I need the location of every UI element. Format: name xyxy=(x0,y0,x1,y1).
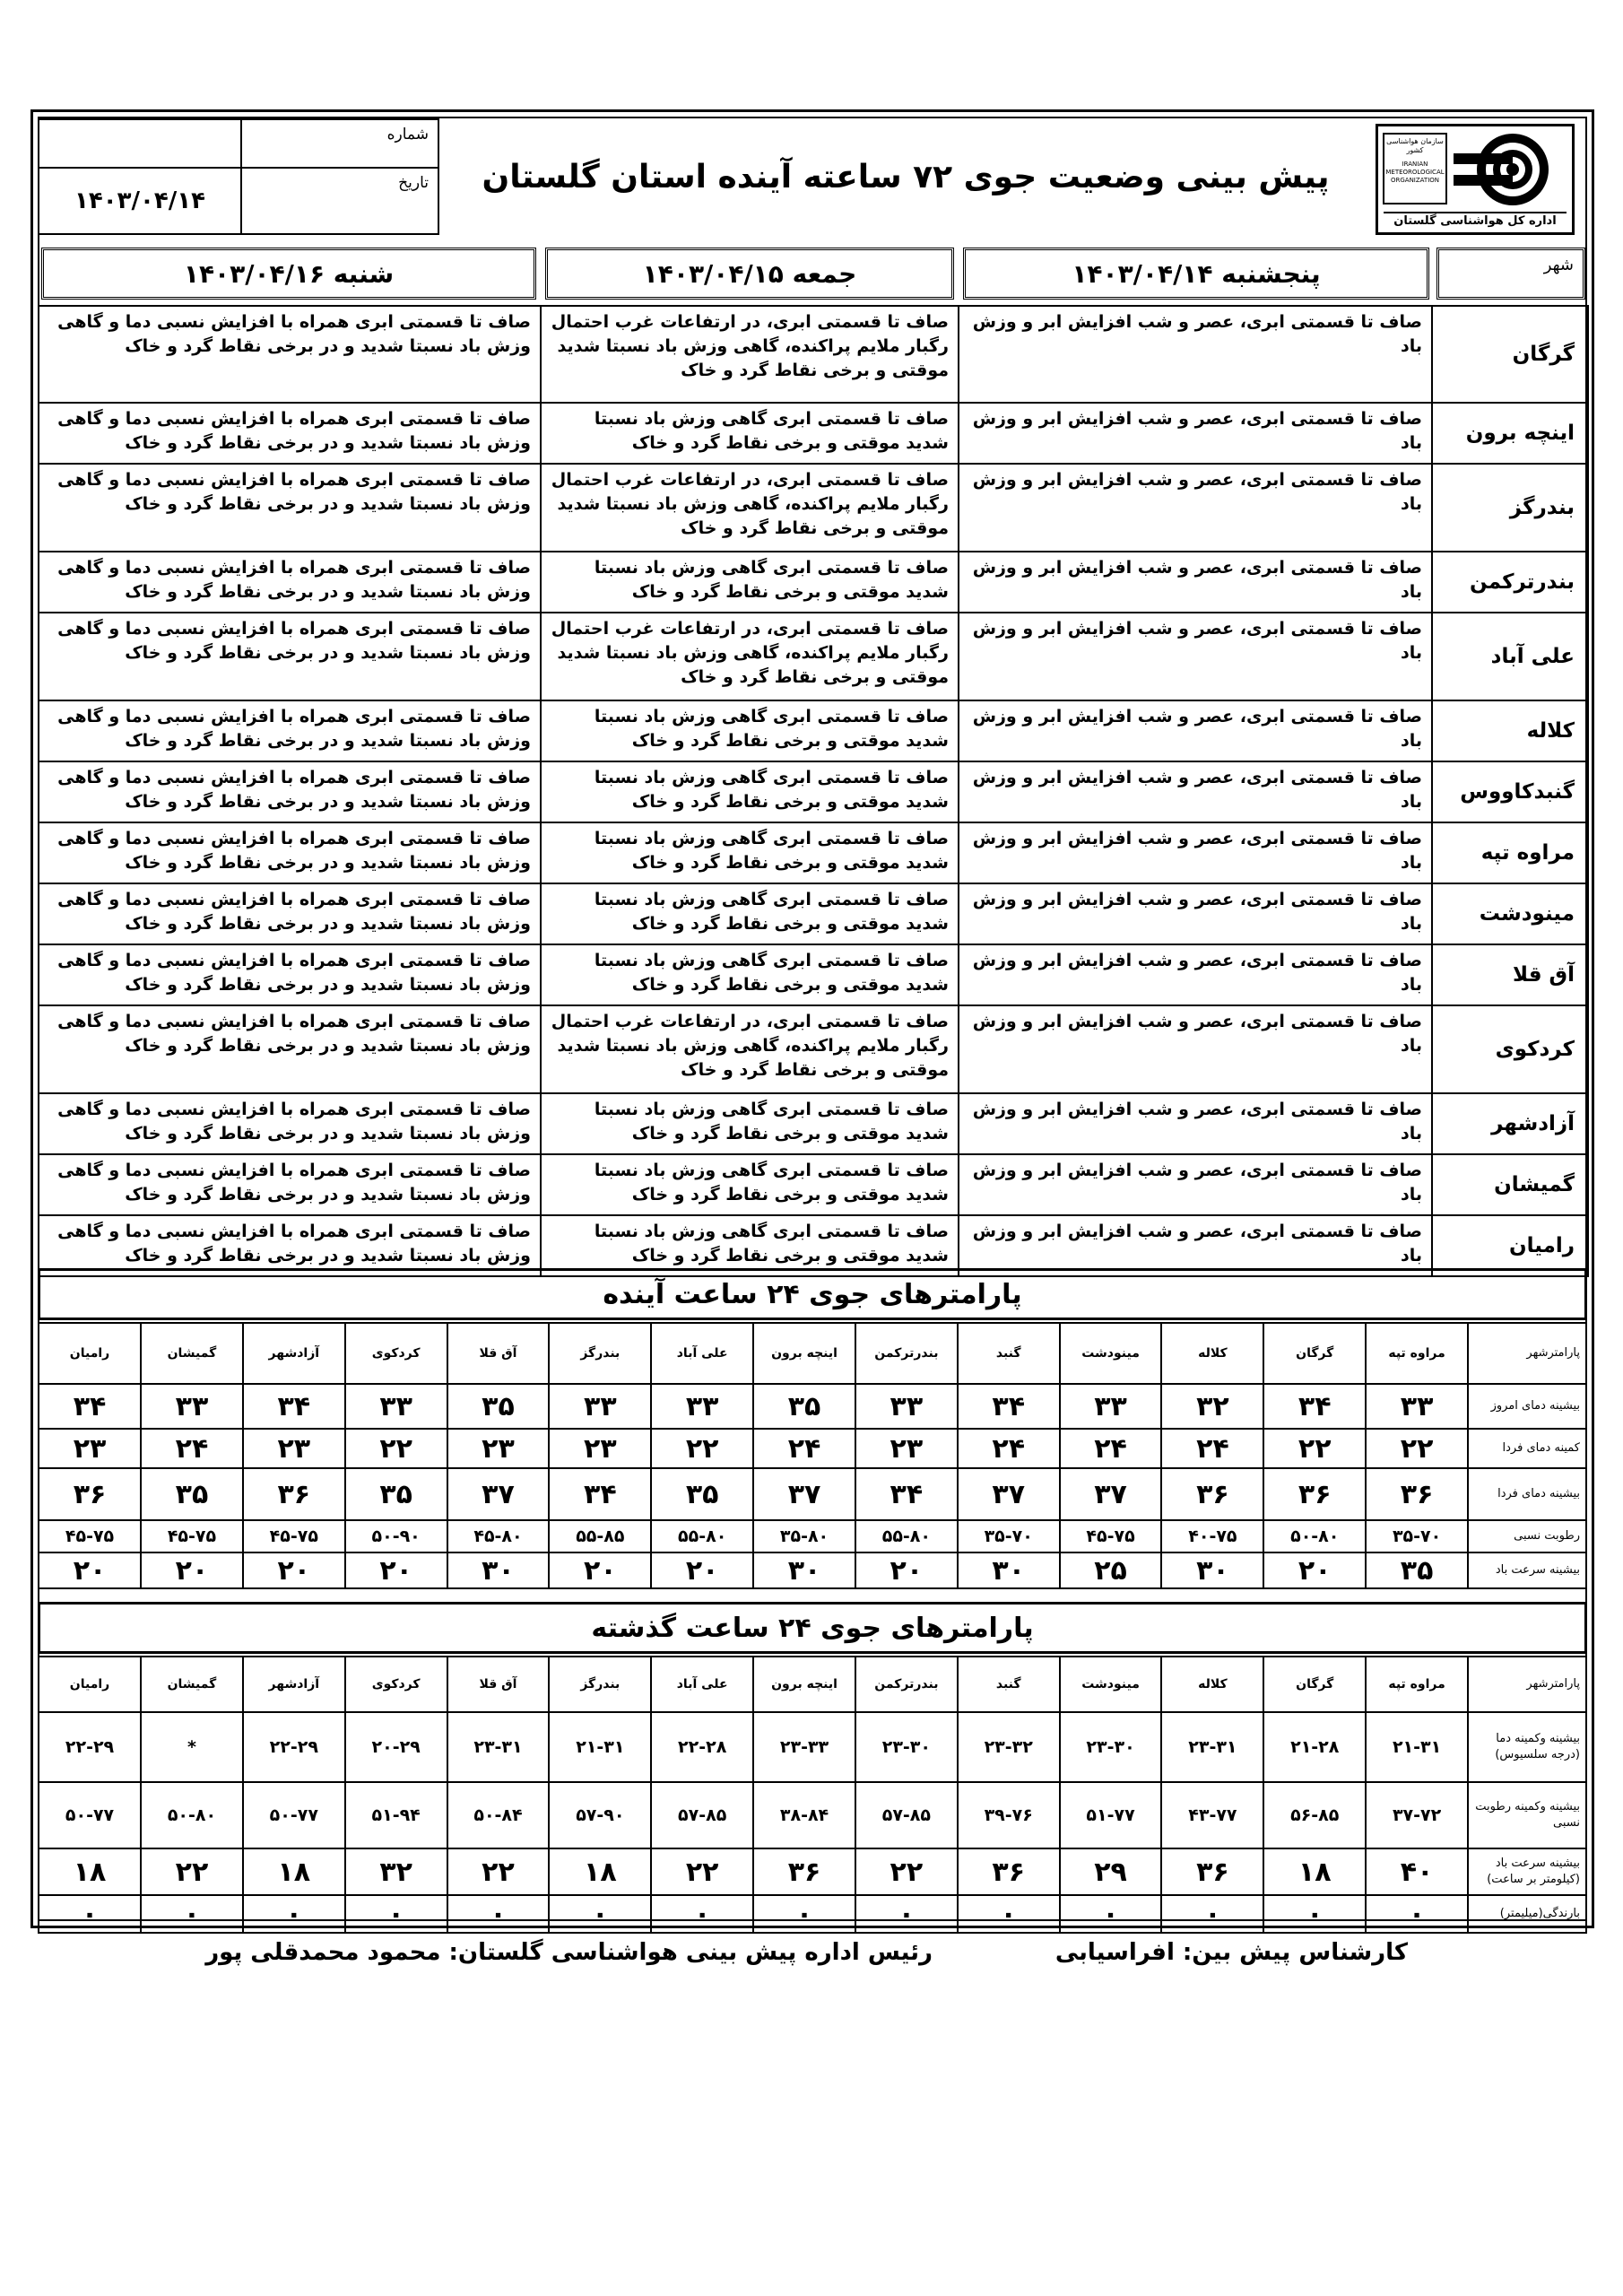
forecast-day3: صاف تا قسمتی ابری همراه با افزایش نسبی دما و گاهی وزش باد نسبتا شدید و در برخی نقاط گرد و خاک xyxy=(39,700,541,761)
forecast-row xyxy=(39,822,1588,883)
param-city-header: کردکوی xyxy=(345,1323,447,1384)
param-value: ۲۳-۳۳ xyxy=(753,1712,855,1782)
param-value: ۲۲ xyxy=(141,1848,243,1895)
forecast-table xyxy=(38,305,1589,1277)
logo-org-name: سازمان هواشناسی کشور xyxy=(1386,137,1444,154)
param-row xyxy=(39,1782,1586,1848)
date-value-box xyxy=(38,167,242,235)
date-label: تاریخ xyxy=(398,174,429,192)
meteorological-logo xyxy=(1376,124,1575,235)
param-value: ۳۳ xyxy=(651,1384,753,1429)
param-value: ۵۰-۷۷ xyxy=(243,1782,345,1848)
param-value: ۲۰-۲۹ xyxy=(345,1712,447,1782)
page-title: پیش بینی وضعیت جوی ۷۲ ساعته آینده استان گلستان xyxy=(482,158,1330,196)
forecast-day3: صاف تا قسمتی ابری همراه با افزایش نسبی دما و گاهی وزش باد نسبتا شدید و در برخی نقاط گرد و خاک xyxy=(39,1093,541,1154)
param-value: ۱۸ xyxy=(39,1848,141,1895)
city-name: اینچه برون xyxy=(1432,403,1588,464)
forecast-day2: صاف تا قسمتی ابری، در ارتفاعات غرب احتمال رگبار ملایم پراکنده، گاهی وزش باد نسبتا شدید موقتی و برخی نقاط گرد و خاک xyxy=(541,1005,959,1093)
param-value: ۲۴ xyxy=(753,1429,855,1468)
param-city-header: گمیشان xyxy=(141,1323,243,1384)
param-row xyxy=(39,1895,1586,1933)
param-row xyxy=(39,1848,1586,1895)
param-value: ۰ xyxy=(345,1895,447,1933)
param-city-header: بندرترکمن xyxy=(855,1323,958,1384)
city-name: گمیشان xyxy=(1432,1154,1588,1215)
param-value: ۳۳ xyxy=(1060,1384,1162,1429)
param-value: ۳۴ xyxy=(1263,1384,1366,1429)
past24-title: پارامترهای جوی ۲۴ ساعت گذشته xyxy=(38,1602,1587,1654)
past24-table xyxy=(38,1656,1587,1934)
param-corner-label: پارامترشهر xyxy=(1468,1323,1586,1384)
param-value: ۲۳-۳۱ xyxy=(1161,1712,1263,1782)
param-city-header: گرگان xyxy=(1263,1323,1366,1384)
param-row xyxy=(39,1429,1586,1468)
param-value: ۳۰ xyxy=(753,1552,855,1588)
param-value: ۳۵ xyxy=(447,1384,550,1429)
param-city-header: کلاله xyxy=(1161,1657,1263,1712)
forecast-row xyxy=(39,613,1588,700)
param-value: ۳۶ xyxy=(39,1468,141,1520)
param-value: ۲۴ xyxy=(1060,1429,1162,1468)
param-value: ۵۰-۹۰ xyxy=(345,1520,447,1552)
param-value: ۳۴ xyxy=(958,1384,1060,1429)
param-value: ۴۵-۷۵ xyxy=(1060,1520,1162,1552)
param-value: ۲۰ xyxy=(243,1552,345,1588)
param-value: ۲۲ xyxy=(345,1429,447,1468)
param-value: ۳۶ xyxy=(1263,1468,1366,1520)
param-value: ۵۰-۸۰ xyxy=(1263,1520,1366,1552)
param-value: ۲۲-۲۹ xyxy=(243,1712,345,1782)
param-row-label: بیشینه وکمینه رطوبت نسبی xyxy=(1468,1782,1586,1848)
day3-header: شنبه ۱۴۰۳/۰۴/۱۶ xyxy=(41,248,536,300)
param-value: ۳۶ xyxy=(1366,1468,1468,1520)
forecast-day1: صاف تا قسمتی ابری، عصر و شب افزایش ابر و وزش باد xyxy=(959,1215,1432,1276)
forecast-day3: صاف تا قسمتی ابری همراه با افزایش نسبی دما و گاهی وزش باد نسبتا شدید و در برخی نقاط گرد و خاک xyxy=(39,613,541,700)
param-value: ۳۳ xyxy=(855,1384,958,1429)
param-value: ۳۶ xyxy=(243,1468,345,1520)
param-value: ۰ xyxy=(549,1895,651,1933)
forecast-row xyxy=(39,403,1588,464)
forecast-day3: صاف تا قسمتی ابری همراه با افزایش نسبی دما و گاهی وزش باد نسبتا شدید و در برخی نقاط گرد و خاک xyxy=(39,403,541,464)
param-value: ۲۱-۳۱ xyxy=(549,1712,651,1782)
param-value: ۲۰ xyxy=(855,1552,958,1588)
city-name: گرگان xyxy=(1432,306,1588,403)
param-value: ۳۹-۷۶ xyxy=(958,1782,1060,1848)
param-value: ۴۵-۷۵ xyxy=(141,1520,243,1552)
forecast-day2: صاف تا قسمتی ابری، در ارتفاعات غرب احتمال رگبار ملایم پراکنده، گاهی وزش باد نسبتا شدید موقتی و برخی نقاط گرد و خاک xyxy=(541,613,959,700)
forecast-row xyxy=(39,1154,1588,1215)
param-value: ۳۰ xyxy=(958,1552,1060,1588)
param-value: ۰ xyxy=(855,1895,958,1933)
param-value: ۰ xyxy=(1263,1895,1366,1933)
forecast-row xyxy=(39,464,1588,552)
param-value: ۲۰ xyxy=(1263,1552,1366,1588)
param-value: ۵۶-۸۵ xyxy=(1263,1782,1366,1848)
param-city-header: کلاله xyxy=(1161,1323,1263,1384)
param-city-header: کردکوی xyxy=(345,1657,447,1712)
param-value: ۲۲ xyxy=(855,1848,958,1895)
param-city-header: گنبد xyxy=(958,1323,1060,1384)
param-city-header: علی آباد xyxy=(651,1657,753,1712)
param-value: ۳۵-۷۰ xyxy=(1366,1520,1468,1552)
param-value: ۲۰ xyxy=(549,1552,651,1588)
param-city-header: اینچه برون xyxy=(753,1657,855,1712)
param-value: ۳۴ xyxy=(549,1468,651,1520)
param-value: ۰ xyxy=(1161,1895,1263,1933)
param-value: ۳۷ xyxy=(1060,1468,1162,1520)
param-value: ۳۲ xyxy=(345,1848,447,1895)
param-value: ۵۱-۷۷ xyxy=(1060,1782,1162,1848)
forecast-day3: صاف تا قسمتی ابری همراه با افزایش نسبی دما و گاهی وزش باد نسبتا شدید و در برخی نقاط گرد و خاک xyxy=(39,761,541,822)
param-value: ۰ xyxy=(753,1895,855,1933)
param-value: ۵۰-۸۰ xyxy=(141,1782,243,1848)
param-value: ۵۰-۷۷ xyxy=(39,1782,141,1848)
forecast-day1: صاف تا قسمتی ابری، عصر و شب افزایش ابر و وزش باد xyxy=(959,306,1432,403)
param-value: ۰ xyxy=(39,1895,141,1933)
param-value: ۳۶ xyxy=(1161,1468,1263,1520)
param-value: ۲۴ xyxy=(141,1429,243,1468)
param-value: ۵۵-۸۵ xyxy=(549,1520,651,1552)
forecast-day1: صاف تا قسمتی ابری، عصر و شب افزایش ابر و وزش باد xyxy=(959,700,1432,761)
param-value: ۴۰-۷۵ xyxy=(1161,1520,1263,1552)
city-name: کردکوی xyxy=(1432,1005,1588,1093)
param-value: ۵۰-۸۴ xyxy=(447,1782,550,1848)
param-value: ۰ xyxy=(141,1895,243,1933)
forecast-day2: صاف تا قسمتی ابری گاهی وزش باد نسبتا شدید موقتی و برخی نقاط گرد و خاک xyxy=(541,761,959,822)
city-column-header: شهر xyxy=(1436,248,1585,300)
forecast-day1: صاف تا قسمتی ابری، عصر و شب افزایش ابر و وزش باد xyxy=(959,1154,1432,1215)
forecast-day2: صاف تا قسمتی ابری گاهی وزش باد نسبتا شدید موقتی و برخی نقاط گرد و خاک xyxy=(541,1093,959,1154)
param-row xyxy=(39,1520,1586,1552)
param-value: ۳۵-۸۰ xyxy=(753,1520,855,1552)
param-row xyxy=(39,1552,1586,1588)
param-value: ۲۳ xyxy=(243,1429,345,1468)
param-value: ۳۴ xyxy=(243,1384,345,1429)
param-value: ۳۲ xyxy=(1161,1384,1263,1429)
forecaster-signature: کارشناس پیش بین: افراسیابی xyxy=(1055,1939,1408,1966)
param-value: ۲۳-۳۰ xyxy=(855,1712,958,1782)
param-value: ۲۳ xyxy=(447,1429,550,1468)
date-label-box xyxy=(240,167,439,235)
param-value: ۳۳ xyxy=(549,1384,651,1429)
param-city-header: آزادشهر xyxy=(243,1657,345,1712)
param-value: ۲۲ xyxy=(447,1848,550,1895)
forecast-day3: صاف تا قسمتی ابری همراه با افزایش نسبی دما و گاهی وزش باد نسبتا شدید و در برخی نقاط گرد و خاک xyxy=(39,1215,541,1276)
city-name: آق قلا xyxy=(1432,944,1588,1005)
param-value: ۴۳-۷۷ xyxy=(1161,1782,1263,1848)
param-value: ۲۵ xyxy=(1060,1552,1162,1588)
param-value: ۱۸ xyxy=(243,1848,345,1895)
param-value: ۳۶ xyxy=(958,1848,1060,1895)
param-value: ۲۳-۳۲ xyxy=(958,1712,1060,1782)
forecast-row xyxy=(39,883,1588,944)
param-value: ۳۷-۷۲ xyxy=(1366,1782,1468,1848)
param-value: ۲۱-۳۱ xyxy=(1366,1712,1468,1782)
param-value: ۳۳ xyxy=(1366,1384,1468,1429)
param-value: ۵۷-۸۵ xyxy=(651,1782,753,1848)
city-name: گنبدکاووس xyxy=(1432,761,1588,822)
param-value: ۲۲ xyxy=(651,1429,753,1468)
param-corner-label: پارامترشهر xyxy=(1468,1657,1586,1712)
param-value: ۳۵ xyxy=(753,1384,855,1429)
forecast-day2: صاف تا قسمتی ابری، در ارتفاعات غرب احتمال رگبار ملایم پراکنده، گاهی وزش باد نسبتا شدید موقتی و برخی نقاط گرد و خاک xyxy=(541,464,959,552)
param-value: ۳۸-۸۴ xyxy=(753,1782,855,1848)
param-city-header: آزادشهر xyxy=(243,1323,345,1384)
param-value: ۰ xyxy=(958,1895,1060,1933)
param-city-header: رامیان xyxy=(39,1323,141,1384)
number-label: شماره xyxy=(386,126,429,144)
param-value: ۳۴ xyxy=(39,1384,141,1429)
forecast-day2: صاف تا قسمتی ابری گاهی وزش باد نسبتا شدید موقتی و برخی نقاط گرد و خاک xyxy=(541,1154,959,1215)
param-row xyxy=(39,1468,1586,1520)
param-value: ۳۶ xyxy=(753,1848,855,1895)
param-value: ۲۲ xyxy=(1263,1429,1366,1468)
day2-header: جمعه ۱۴۰۳/۰۴/۱۵ xyxy=(545,248,954,300)
param-value: ۰ xyxy=(447,1895,550,1933)
param-city-header: گرگان xyxy=(1263,1657,1366,1712)
param-value: ۳۷ xyxy=(447,1468,550,1520)
param-row-label: کمینه دمای فردا xyxy=(1468,1429,1586,1468)
param-value: ۴۰ xyxy=(1366,1848,1468,1895)
forecast-day2: صاف تا قسمتی ابری گاهی وزش باد نسبتا شدید موقتی و برخی نقاط گرد و خاک xyxy=(541,822,959,883)
forecast-day2: صاف تا قسمتی ابری، در ارتفاعات غرب احتمال رگبار ملایم پراکنده، گاهی وزش باد نسبتا شدید موقتی و برخی نقاط گرد و خاک xyxy=(541,306,959,403)
param-city-header: بندرگز xyxy=(549,1657,651,1712)
city-name: بندرگز xyxy=(1432,464,1588,552)
forecast-day3: صاف تا قسمتی ابری همراه با افزایش نسبی دما و گاهی وزش باد نسبتا شدید و در برخی نقاط گرد و خاک xyxy=(39,883,541,944)
param-row-label: بیشینه سرعت باد (کیلومتر بر ساعت) xyxy=(1468,1848,1586,1895)
param-value: ۵۷-۹۰ xyxy=(549,1782,651,1848)
param-value: ۰ xyxy=(243,1895,345,1933)
param-value: ۲۰ xyxy=(345,1552,447,1588)
param-city-header: گنبد xyxy=(958,1657,1060,1712)
head-signature: رئیس اداره پیش بینی هواشناسی گلستان: محمود محمدقلی پور xyxy=(205,1939,933,1966)
forecast-day2: صاف تا قسمتی ابری گاهی وزش باد نسبتا شدید موقتی و برخی نقاط گرد و خاک xyxy=(541,403,959,464)
param-value: ۳۰ xyxy=(447,1552,550,1588)
param-city-header: آق قلا xyxy=(447,1657,550,1712)
param-value: ۲۳ xyxy=(855,1429,958,1468)
param-city-header: مراوه تپه xyxy=(1366,1323,1468,1384)
city-name: مراوه تپه xyxy=(1432,822,1588,883)
param-value: * xyxy=(141,1712,243,1782)
forecast-day3: صاف تا قسمتی ابری همراه با افزایش نسبی دما و گاهی وزش باد نسبتا شدید و در برخی نقاط گرد و خاک xyxy=(39,306,541,403)
param-city-header: مراوه تپه xyxy=(1366,1657,1468,1712)
param-value: ۲۳-۳۰ xyxy=(1060,1712,1162,1782)
number-box xyxy=(38,118,242,169)
param-value: ۲۲ xyxy=(651,1848,753,1895)
param-value: ۵۱-۹۴ xyxy=(345,1782,447,1848)
forecast-day2: صاف تا قسمتی ابری گاهی وزش باد نسبتا شدید موقتی و برخی نقاط گرد و خاک xyxy=(541,1215,959,1276)
param-value: ۵۷-۸۵ xyxy=(855,1782,958,1848)
forecast-day3: صاف تا قسمتی ابری همراه با افزایش نسبی دما و گاهی وزش باد نسبتا شدید و در برخی نقاط گرد و خاک xyxy=(39,944,541,1005)
param-value: ۲۹ xyxy=(1060,1848,1162,1895)
param-value: ۲۴ xyxy=(958,1429,1060,1468)
param-value: ۴۵-۸۰ xyxy=(447,1520,550,1552)
param-value: ۳۵-۷۰ xyxy=(958,1520,1060,1552)
forecast-day3: صاف تا قسمتی ابری همراه با افزایش نسبی دما و گاهی وزش باد نسبتا شدید و در برخی نقاط گرد و خاک xyxy=(39,1154,541,1215)
forecast-row xyxy=(39,1215,1588,1276)
forecast-day1: صاف تا قسمتی ابری، عصر و شب افزایش ابر و وزش باد xyxy=(959,822,1432,883)
param-row xyxy=(39,1712,1586,1782)
forecast-row xyxy=(39,306,1588,403)
forecast-day3: صاف تا قسمتی ابری همراه با افزایش نسبی دما و گاهی وزش باد نسبتا شدید و در برخی نقاط گرد و خاک xyxy=(39,822,541,883)
forecast-day1: صاف تا قسمتی ابری، عصر و شب افزایش ابر و وزش باد xyxy=(959,464,1432,552)
param-value: ۲۰ xyxy=(141,1552,243,1588)
param-city-header: مینودشت xyxy=(1060,1323,1162,1384)
param-value: ۲۲-۲۹ xyxy=(39,1712,141,1782)
forecast-day3: صاف تا قسمتی ابری همراه با افزایش نسبی دما و گاهی وزش باد نسبتا شدید و در برخی نقاط گرد و خاک xyxy=(39,464,541,552)
city-name: آزادشهر xyxy=(1432,1093,1588,1154)
forecast-day1: صاف تا قسمتی ابری، عصر و شب افزایش ابر و وزش باد xyxy=(959,552,1432,613)
param-value: ۱۸ xyxy=(1263,1848,1366,1895)
param-city-header: گمیشان xyxy=(141,1657,243,1712)
param-value: ۳۵ xyxy=(1366,1552,1468,1588)
param-value: ۰ xyxy=(1366,1895,1468,1933)
param-city-header: رامیان xyxy=(39,1657,141,1712)
next24-title: پارامترهای جوی ۲۴ ساعت آینده xyxy=(38,1268,1587,1320)
param-value: ۴۵-۷۵ xyxy=(39,1520,141,1552)
day1-header: پنجشنبه ۱۴۰۳/۰۴/۱۴ xyxy=(963,248,1429,300)
number-label-box xyxy=(240,118,439,169)
forecast-row xyxy=(39,552,1588,613)
forecast-day2: صاف تا قسمتی ابری گاهی وزش باد نسبتا شدید موقتی و برخی نقاط گرد و خاک xyxy=(541,883,959,944)
forecast-day1: صاف تا قسمتی ابری، عصر و شب افزایش ابر و وزش باد xyxy=(959,613,1432,700)
param-value: ۳۷ xyxy=(753,1468,855,1520)
param-value: ۳۶ xyxy=(1161,1848,1263,1895)
forecast-day1: صاف تا قسمتی ابری، عصر و شب افزایش ابر و وزش باد xyxy=(959,944,1432,1005)
logo-caption: اداره کل هواشناسی گلستان xyxy=(1393,214,1557,228)
param-value: ۲۳ xyxy=(549,1429,651,1468)
param-value: ۱۸ xyxy=(549,1848,651,1895)
param-value: ۳۵ xyxy=(141,1468,243,1520)
city-name: بندرترکمن xyxy=(1432,552,1588,613)
param-value: ۲۴ xyxy=(1161,1429,1263,1468)
param-value: ۳۳ xyxy=(345,1384,447,1429)
city-name: رامیان xyxy=(1432,1215,1588,1276)
param-value: ۲۰ xyxy=(651,1552,753,1588)
forecast-row xyxy=(39,761,1588,822)
param-value: ۳۳ xyxy=(141,1384,243,1429)
forecast-row xyxy=(39,1093,1588,1154)
param-city-header: آق قلا xyxy=(447,1323,550,1384)
param-city-header: اینچه برون xyxy=(753,1323,855,1384)
forecast-row xyxy=(39,944,1588,1005)
param-row-label: بارندگی(میلیمتر) xyxy=(1468,1895,1586,1933)
forecast-day2: صاف تا قسمتی ابری گاهی وزش باد نسبتا شدید موقتی و برخی نقاط گرد و خاک xyxy=(541,552,959,613)
city-name: علی آباد xyxy=(1432,613,1588,700)
param-value: ۴۵-۷۵ xyxy=(243,1520,345,1552)
param-row-label: بیشینه دمای فردا xyxy=(1468,1468,1586,1520)
forecast-row xyxy=(39,1005,1588,1093)
logo-org-name-en: IRANIAN METEOROLOGICAL ORGANIZATION xyxy=(1385,161,1445,184)
param-value: ۲۳-۳۱ xyxy=(447,1712,550,1782)
forecast-day1: صاف تا قسمتی ابری، عصر و شب افزایش ابر و وزش باد xyxy=(959,1005,1432,1093)
forecast-day1: صاف تا قسمتی ابری، عصر و شب افزایش ابر و وزش باد xyxy=(959,1093,1432,1154)
param-city-header: بندرترکمن xyxy=(855,1657,958,1712)
param-value: ۳۴ xyxy=(855,1468,958,1520)
forecast-day1: صاف تا قسمتی ابری، عصر و شب افزایش ابر و وزش باد xyxy=(959,883,1432,944)
forecast-day3: صاف تا قسمتی ابری همراه با افزایش نسبی دما و گاهی وزش باد نسبتا شدید و در برخی نقاط گرد و خاک xyxy=(39,1005,541,1093)
param-row-label: بیشینه دمای امروز xyxy=(1468,1384,1586,1429)
param-header-row xyxy=(39,1323,1586,1384)
param-value: ۰ xyxy=(651,1895,753,1933)
param-value: ۳۰ xyxy=(1161,1552,1263,1588)
forecast-day1: صاف تا قسمتی ابری، عصر و شب افزایش ابر و وزش باد xyxy=(959,403,1432,464)
param-row-label: بیشینه سرعت باد xyxy=(1468,1552,1586,1588)
forecast-day2: صاف تا قسمتی ابری گاهی وزش باد نسبتا شدید موقتی و برخی نقاط گرد و خاک xyxy=(541,700,959,761)
city-name: کلاله xyxy=(1432,700,1588,761)
param-city-header: علی آباد xyxy=(651,1323,753,1384)
forecast-day3: صاف تا قسمتی ابری همراه با افزایش نسبی دما و گاهی وزش باد نسبتا شدید و در برخی نقاط گرد و خاک xyxy=(39,552,541,613)
param-city-header: بندرگز xyxy=(549,1323,651,1384)
forecast-day2: صاف تا قسمتی ابری گاهی وزش باد نسبتا شدید موقتی و برخی نقاط گرد و خاک xyxy=(541,944,959,1005)
param-value: ۲۰ xyxy=(39,1552,141,1588)
param-value: ۰ xyxy=(1060,1895,1162,1933)
forecast-day1: صاف تا قسمتی ابری، عصر و شب افزایش ابر و وزش باد xyxy=(959,761,1432,822)
next24-table xyxy=(38,1322,1587,1589)
param-value: ۲۲-۲۸ xyxy=(651,1712,753,1782)
forecast-row xyxy=(39,700,1588,761)
param-city-header: مینودشت xyxy=(1060,1657,1162,1712)
param-header-row xyxy=(39,1657,1586,1712)
param-value: ۳۵ xyxy=(651,1468,753,1520)
param-value: ۲۳ xyxy=(39,1429,141,1468)
city-name: مینودشت xyxy=(1432,883,1588,944)
param-row xyxy=(39,1384,1586,1429)
param-row-label: رطوبت نسبی xyxy=(1468,1520,1586,1552)
param-row-label: بیشینه وکمینه دما (درجه سلسیوس) xyxy=(1468,1712,1586,1782)
param-value: ۳۷ xyxy=(958,1468,1060,1520)
date-value: ۱۴۰۳/۰۴/۱۴ xyxy=(74,187,205,214)
param-value: ۲۱-۲۸ xyxy=(1263,1712,1366,1782)
param-value: ۲۲ xyxy=(1366,1429,1468,1468)
param-value: ۵۵-۸۰ xyxy=(855,1520,958,1552)
param-value: ۵۵-۸۰ xyxy=(651,1520,753,1552)
param-value: ۳۵ xyxy=(345,1468,447,1520)
